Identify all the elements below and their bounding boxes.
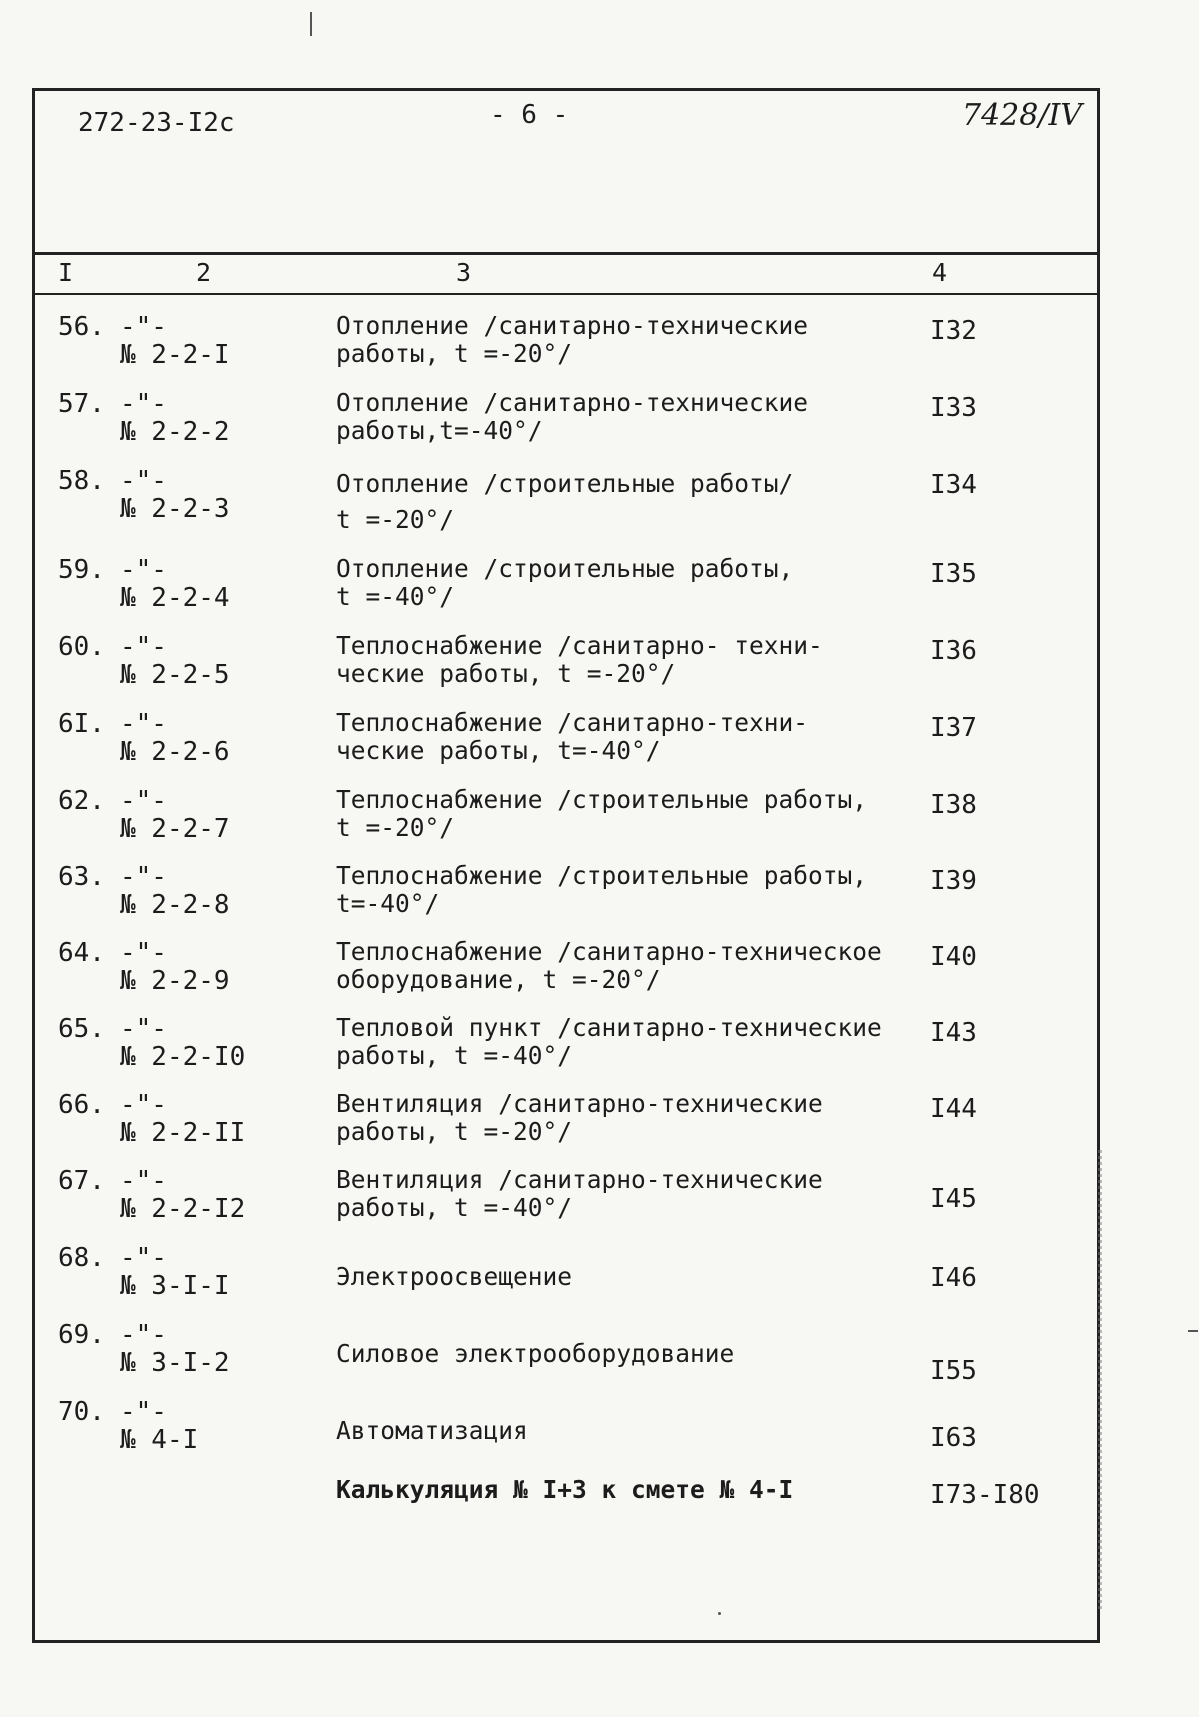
table-row	[0, 1090, 1199, 1166]
page-number: - 6 -	[490, 100, 569, 130]
scan-mark	[1188, 1330, 1198, 1332]
row-description: Теплоснабжение /строительные работы, t=-40°/	[336, 861, 868, 918]
row-number: 57.	[58, 389, 105, 419]
table-row	[0, 312, 1199, 388]
table-row	[0, 862, 1199, 938]
row-number: 70.	[58, 1397, 105, 1427]
row-reference: № 2-2-II	[120, 1118, 246, 1148]
row-description: Тепловой пункт /санитарно-технические работы, t =-40°/	[336, 1013, 882, 1070]
row-ditto: -"-	[120, 466, 167, 496]
table-row	[0, 555, 1199, 631]
table-top-rule	[32, 252, 1100, 255]
table-row	[0, 938, 1199, 1014]
row-ditto: -"-	[120, 1090, 167, 1120]
row-page: I33	[930, 393, 977, 423]
table-row	[0, 1014, 1199, 1090]
row-page: I32	[930, 316, 977, 346]
row-ditto: -"-	[120, 1166, 167, 1196]
row-page: I46	[930, 1263, 977, 1293]
table-row	[0, 1166, 1199, 1242]
row-description: Отопление /строительные работы/ t =-20°/	[336, 469, 794, 534]
row-ditto: -"-	[120, 1243, 167, 1273]
row-number: 67.	[58, 1166, 105, 1196]
row-ditto: -"-	[120, 786, 167, 816]
row-reference: № 2-2-I0	[120, 1042, 246, 1072]
scan-mark	[310, 12, 312, 36]
row-number: 60.	[58, 632, 105, 662]
archive-number: 7428/IV	[962, 98, 1082, 133]
row-page: I37	[930, 713, 977, 743]
row-description: Силовое электрооборудование	[336, 1339, 735, 1368]
row-description: Теплоснабжение /санитарно- техни- ческие работы, t =-20°/	[336, 631, 823, 688]
document-code: 272-23-I2c	[78, 108, 235, 138]
row-page: I40	[930, 942, 977, 972]
row-reference: № 2-2-5	[120, 660, 230, 690]
row-description: Отопление /санитарно-технические работы, t =-20°/	[336, 311, 809, 368]
table-row	[0, 1456, 1199, 1532]
row-reference: № 2-2-4	[120, 583, 230, 613]
table-row	[0, 786, 1199, 862]
row-page: I35	[930, 559, 977, 589]
row-ditto: -"-	[120, 709, 167, 739]
row-number: 69.	[58, 1320, 105, 1350]
scan-edge-mark	[1098, 1150, 1102, 1610]
row-page: I34	[930, 470, 977, 500]
row-description: Вентиляция /санитарно-технические работы, t =-20°/	[336, 1089, 823, 1146]
row-description: Теплоснабжение /строительные работы, t =-20°/	[336, 785, 868, 842]
row-description: Теплоснабжение /санитарно-техни- ческие работы, t=-40°/	[336, 708, 809, 765]
row-ditto: -"-	[120, 389, 167, 419]
table-row	[0, 709, 1199, 785]
row-reference: № 2-2-7	[120, 814, 230, 844]
row-description: Теплоснабжение /санитарно-техническое оборудование, t =-20°/	[336, 937, 882, 994]
row-page: I55	[930, 1356, 977, 1386]
row-reference: № 2-2-8	[120, 890, 230, 920]
row-number: 6I.	[58, 709, 105, 739]
column-header-3: 3	[456, 258, 472, 287]
row-reference: № 2-2-I	[120, 340, 230, 370]
table-row	[0, 389, 1199, 465]
row-ditto: -"-	[120, 312, 167, 342]
row-reference: № 2-2-2	[120, 417, 230, 447]
row-ditto: -"-	[120, 1014, 167, 1044]
row-number: 65.	[58, 1014, 105, 1044]
table-row	[0, 1320, 1199, 1396]
row-number: 68.	[58, 1243, 105, 1273]
row-number: 56.	[58, 312, 105, 342]
row-ditto: -"-	[120, 1320, 167, 1350]
row-ditto: -"-	[120, 1397, 167, 1427]
row-number: 63.	[58, 862, 105, 892]
row-page: I63	[930, 1423, 977, 1453]
row-ditto: -"-	[120, 862, 167, 892]
table-header-rule	[32, 293, 1100, 295]
row-number: 59.	[58, 555, 105, 585]
row-page: I43	[930, 1018, 977, 1048]
row-reference: № 3-I-I	[120, 1271, 230, 1301]
row-number: 66.	[58, 1090, 105, 1120]
row-number: 62.	[58, 786, 105, 816]
column-header-2: 2	[196, 258, 212, 287]
row-page: I44	[930, 1094, 977, 1124]
row-reference: № 2-2-9	[120, 966, 230, 996]
table-row	[0, 632, 1199, 708]
row-number: 64.	[58, 938, 105, 968]
table-row	[0, 466, 1199, 542]
row-ditto: -"-	[120, 555, 167, 585]
column-header-1: I	[58, 258, 74, 287]
row-page: I39	[930, 866, 977, 896]
row-description: Отопление /строительные работы, t =-40°/	[336, 554, 794, 611]
row-reference: № 2-2-3	[120, 494, 230, 524]
row-reference: № 3-I-2	[120, 1348, 230, 1378]
row-ditto: -"-	[120, 632, 167, 662]
row-page: I73-I80	[930, 1480, 1040, 1510]
row-page: I38	[930, 790, 977, 820]
row-reference: № 4-I	[120, 1425, 199, 1455]
row-reference: № 2-2-I2	[120, 1194, 246, 1224]
scan-mark	[718, 1612, 721, 1615]
row-description: Автоматизация	[336, 1416, 528, 1445]
row-reference: № 2-2-6	[120, 737, 230, 767]
row-description: Калькуляция № I+3 к смете № 4-I	[336, 1475, 794, 1504]
row-page: I36	[930, 636, 977, 666]
row-page: I45	[930, 1184, 977, 1214]
row-number: 58.	[58, 466, 105, 496]
column-header-4: 4	[932, 258, 948, 287]
row-ditto: -"-	[120, 938, 167, 968]
row-description: Электроосвещение	[336, 1262, 573, 1291]
row-description: Вентиляция /санитарно-технические работы, t =-40°/	[336, 1165, 823, 1222]
row-description: Отопление /санитарно-технические работы,t=-40°/	[336, 388, 809, 445]
table-row	[0, 1243, 1199, 1319]
